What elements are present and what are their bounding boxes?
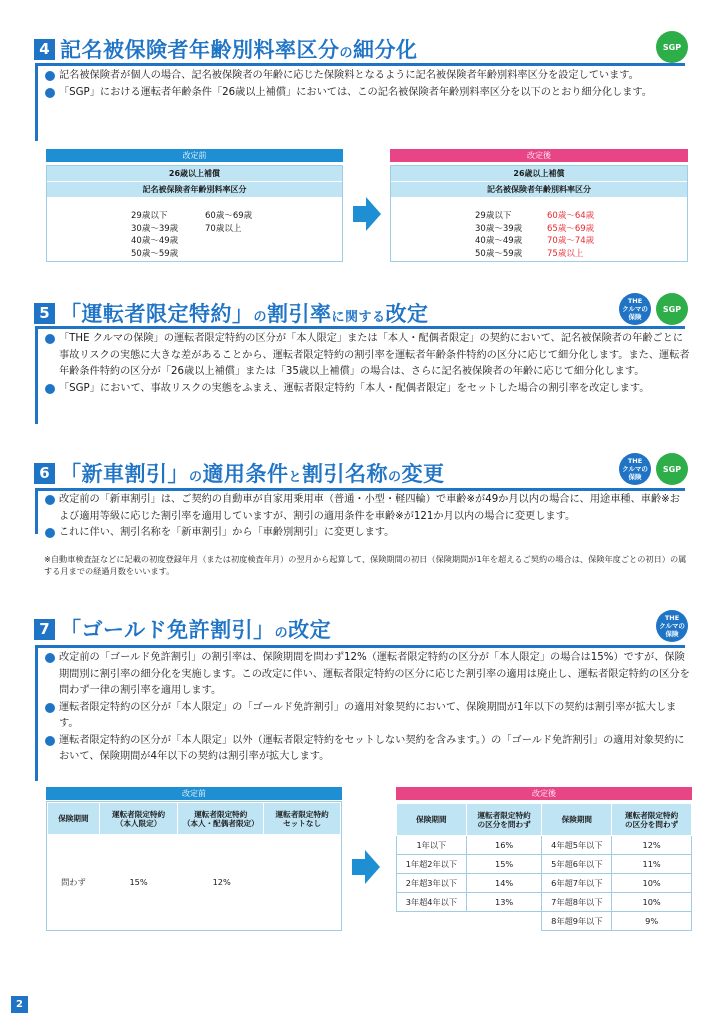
table-cell: 1年以下 xyxy=(397,836,467,855)
table-cell: 12% xyxy=(612,836,692,855)
table-row-header: 記名被保険者年齢別料率区分 xyxy=(391,182,687,198)
bullet-item: 運転者限定特約の区分が「本人限定」の「ゴールド免許割引」の適用対象契約において、保険期間が1年以下の契約は割引率が拡大します。 xyxy=(45,700,690,733)
sgp-badge-icon: SGP xyxy=(656,31,688,63)
bullet-item: 記名被保険者が個人の場合、記名被保険者の年齢に応じた保険料となるように記名被保険者年齢別料率区分を設定しています。 xyxy=(45,68,690,85)
table-header: 保険期間 xyxy=(48,803,100,835)
table-row-header: 記名被保険者年齢別料率区分 xyxy=(47,182,342,198)
title-part: 変更 xyxy=(401,462,445,486)
table-row xyxy=(397,874,692,893)
bullet-item: 「THE クルマの保険」の運転者限定特約の区分が「本人限定」または「本人・配偶者限定」の契約において、記名被保険者の年齢ごとに事故リスクの実態に大きな差があることから、運転者限定特約の割引率を運転者年齢条件特約の区分に応じて細分化します。また、運転者年齢条件特約の区分が「26歳以上補償」または「35歳以上補償」の場合は、さらに記名被保険者の年齢に応じて細分化します。 xyxy=(45,331,690,381)
title-part: 関する xyxy=(345,310,386,325)
table-row xyxy=(397,893,692,912)
title-part: の xyxy=(388,470,402,485)
table-cell: 問わず xyxy=(48,835,100,930)
age-list xyxy=(131,210,178,260)
table-cell: 9% xyxy=(612,912,692,931)
table-cell: 10% xyxy=(612,874,692,893)
age-item: 50歳～59歳 xyxy=(131,248,179,259)
footnote: ※自動車検査証などに記載の初度登録年月（または初度検査年月）の翌月から起算して、保険期間の初日（保険期間が1年を超えるご契約の場合は、保険年度ごとの初日）の属する月までの経過月数をいいます。 xyxy=(44,554,687,576)
age-item: 30歳～39歳 xyxy=(131,223,179,234)
age-item: 29歳以下 xyxy=(131,211,168,221)
title-part: 「ゴールド免許割引」 xyxy=(60,618,275,642)
section-number: 7 xyxy=(34,619,55,640)
section-4-bullets xyxy=(45,68,690,101)
title-part: 割引率 xyxy=(267,302,332,326)
before-label: 改定前 xyxy=(46,149,343,162)
age-item: 29歳以下 xyxy=(475,211,512,221)
title-part: 「運転者限定特約」 xyxy=(60,302,254,326)
bullet-item: 改定前の「新車割引」は、ご契約の自動車が自家用乗用車（普通・小型・軽四輪）で車齢※が49か月以内の場合に、用途車種、車齢※および適用等級に応じた割引率を適用していますが、割引の適用条件を車齢※が121か月以内の場合に変更します。 xyxy=(45,492,690,525)
badge-text: クルマの xyxy=(622,465,648,473)
table-cell: 6年超7年以下 xyxy=(542,874,612,893)
table-cell: 13% xyxy=(466,893,542,912)
title-part: と xyxy=(288,470,303,485)
before-label: 改定前 xyxy=(46,787,342,800)
section-number: 5 xyxy=(34,303,55,324)
section-6-title xyxy=(34,458,445,488)
the-kuruma-badge-icon xyxy=(619,293,651,325)
title-part: の xyxy=(189,470,203,485)
age-item: 50歳～59歳 xyxy=(475,248,523,259)
table-cell: 2年超3年以下 xyxy=(397,874,467,893)
age-item: 60歳～64歳 xyxy=(547,211,595,221)
title-part: 細分化 xyxy=(353,38,418,62)
age-list xyxy=(547,210,594,260)
before-table xyxy=(46,165,343,262)
bullet-item: 「SGP」における運転者年齢条件「26歳以上補償」においては、この記名被保険者年齢別料率区分を以下のとおり細分化します。 xyxy=(45,85,690,102)
table-cell-empty xyxy=(397,912,467,931)
age-item: 65歳～69歳 xyxy=(547,223,595,234)
badge-text: クルマの xyxy=(622,305,648,313)
right-arrow-icon xyxy=(353,197,381,231)
after-table xyxy=(390,165,688,262)
bullet-item: これに伴い、割引名称を「新車割引」から「車齢別割引」に変更します。 xyxy=(45,525,690,542)
table-row xyxy=(397,912,692,931)
table-row-header: 26歳以上補償 xyxy=(391,166,687,182)
table-header: 保険期間 xyxy=(397,804,467,836)
table-row xyxy=(397,836,692,855)
badge-text: THE xyxy=(664,614,680,622)
age-item: 70歳以上 xyxy=(205,223,242,234)
title-part: の xyxy=(253,310,268,325)
table-cell: 11% xyxy=(612,855,692,874)
sgp-badge-icon: SGP xyxy=(656,293,688,325)
table-cell: 15% xyxy=(466,855,542,874)
section-6-bullets xyxy=(45,492,690,542)
table-cell: 14% xyxy=(466,874,542,893)
table-cell: 12% xyxy=(178,835,341,930)
table-cell: 16% xyxy=(466,836,542,855)
after-label: 改定後 xyxy=(396,787,692,800)
age-item: 75歳以上 xyxy=(547,248,584,259)
page-number: 2 xyxy=(11,996,28,1013)
section-5-bullets xyxy=(45,331,690,397)
table-cell: 5年超6年以下 xyxy=(542,855,612,874)
before-table xyxy=(47,802,341,930)
title-part: の xyxy=(339,46,354,61)
table-row-header: 26歳以上補償 xyxy=(47,166,342,182)
age-item: 70歳～74歳 xyxy=(547,236,595,246)
section-5-title xyxy=(34,298,429,328)
section-7-bullets xyxy=(45,650,690,766)
badge-text: THE xyxy=(627,457,643,465)
table-cell: 15% xyxy=(99,835,178,930)
table-row xyxy=(397,855,692,874)
right-arrow-icon xyxy=(352,850,380,884)
table-header: 保険期間 xyxy=(542,804,612,836)
table-cell: 3年超4年以下 xyxy=(397,893,467,912)
bullet-item: 「SGP」において、事故リスクの実態をふまえ、運転者限定特約「本人・配偶者限定」をセットした場合の割引率を改定します。 xyxy=(45,381,690,398)
the-kuruma-badge-icon xyxy=(656,610,688,642)
table-cell: 1年超2年以下 xyxy=(397,855,467,874)
section-4-title xyxy=(34,34,418,64)
bullet-item: 運転者限定特約の区分が「本人限定」以外（運転者限定特約をセットしない契約を含みます。）の「ゴールド免許割引」の適用対象契約において、保険期間が4年以下の契約は割引率が拡大します。 xyxy=(45,733,690,766)
title-part: 記名被保険者年齢別料率区分 xyxy=(60,38,340,62)
title-part: 適用条件 xyxy=(202,462,289,486)
title-part: 割引名称 xyxy=(302,462,389,486)
table-cell: 4年超5年以下 xyxy=(542,836,612,855)
bullet-item: 改定前の「ゴールド免許割引」の割引率は、保険期間を問わず12%（運転者限定特約の区分が「本人限定」の場合は15%）ですが、保険期間別に割引率の細分化を実施します。この改定に伴い、運転者限定特約の区分に応じた割引率の適用は廃止し、運転者限定特約の区分を問わず一律の割引率を適用します。 xyxy=(45,650,690,700)
age-list xyxy=(475,210,522,260)
title-part: 改定 xyxy=(288,618,332,642)
after-table xyxy=(396,803,692,931)
table-header: 運転者限定特約 セットなし xyxy=(264,803,341,835)
badge-text: 保険 xyxy=(665,630,679,638)
after-label: 改定後 xyxy=(390,149,688,162)
section-number: 6 xyxy=(34,463,55,484)
the-kuruma-badge-icon xyxy=(619,453,651,485)
section-7-title xyxy=(34,614,331,644)
table-header: 運転者限定特約 の区分を問わず xyxy=(612,804,692,836)
badge-text: 保険 xyxy=(628,313,642,321)
table-header: 運転者限定特約 （本人・配偶者限定） xyxy=(178,803,264,835)
title-part: に xyxy=(331,310,346,325)
age-item: 40歳～49歳 xyxy=(131,236,179,246)
badge-text: THE xyxy=(627,297,643,305)
section-number: 4 xyxy=(34,39,55,60)
age-list xyxy=(205,210,252,235)
table-header: 運転者限定特約 （本人限定） xyxy=(99,803,178,835)
title-part: 「新車割引」 xyxy=(60,462,189,486)
age-item: 30歳～39歳 xyxy=(475,223,523,234)
badge-text: 保険 xyxy=(628,473,642,481)
table-cell: 8年超9年以下 xyxy=(542,912,612,931)
table-cell-empty xyxy=(466,912,542,931)
age-item: 40歳～49歳 xyxy=(475,236,523,246)
title-part: 改定 xyxy=(385,302,429,326)
age-item: 60歳～69歳 xyxy=(205,211,253,221)
sgp-badge-icon: SGP xyxy=(656,453,688,485)
title-part: の xyxy=(274,626,289,641)
table-cell: 10% xyxy=(612,893,692,912)
badge-text: クルマの xyxy=(659,622,685,630)
table-header: 運転者限定特約 の区分を問わず xyxy=(466,804,542,836)
table-cell: 7年超8年以下 xyxy=(542,893,612,912)
